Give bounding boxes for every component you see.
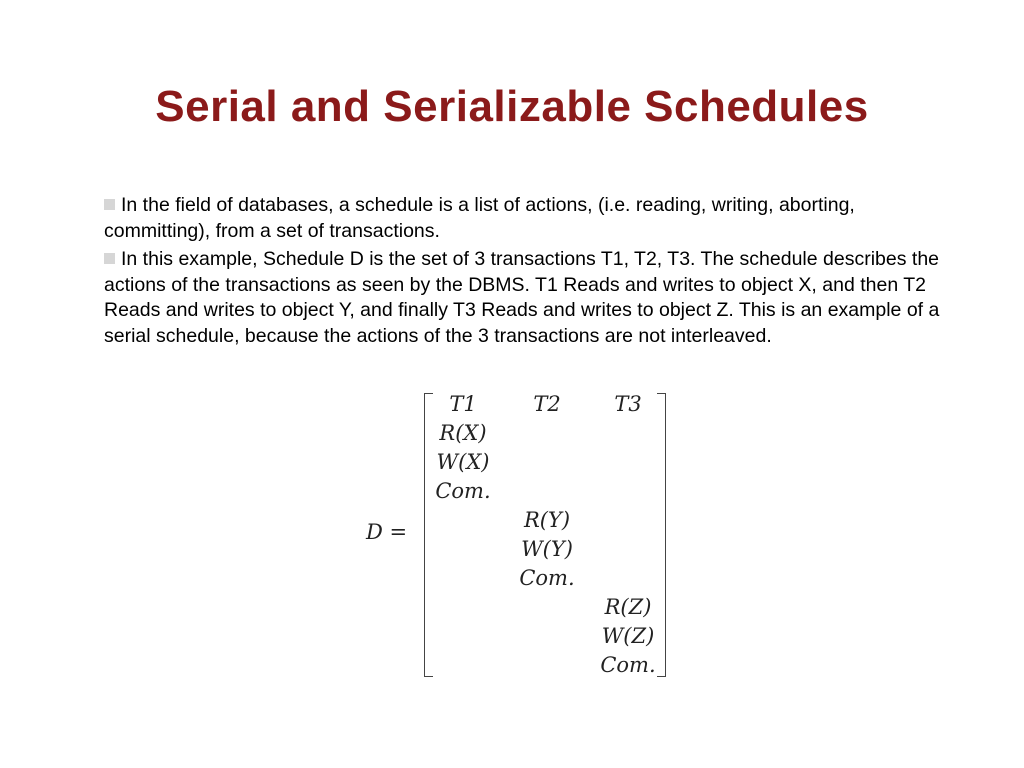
matrix-cell: R(X) — [439, 421, 487, 445]
matrix-cell: W(Y) — [521, 537, 573, 561]
bullet-list — [104, 193, 954, 352]
matrix-cell: Com. — [519, 566, 575, 590]
matrix-header: T3 — [614, 392, 642, 416]
matrix-lhs: D = — [366, 520, 408, 544]
bullet-item — [104, 193, 954, 244]
matrix-cell: R(Z) — [604, 595, 652, 619]
bullet-item — [104, 247, 954, 349]
matrix-header: T1 — [449, 392, 477, 416]
matrix-cell: W(X) — [436, 450, 490, 474]
matrix-cell: Com. — [435, 479, 491, 503]
square-bullet-icon — [104, 253, 115, 264]
bullet-text: In the field of databases, a schedule is a list of actions, (i.e. reading, writing, aborting, committing), from a set of transactions. — [104, 194, 855, 242]
square-bullet-icon — [104, 199, 115, 210]
left-bracket — [424, 393, 433, 677]
bullet-text: In this example, Schedule D is the set of 3 transactions T1, T2, T3. The schedule describes the actions of the transactions as seen by the DBMS. T1 Reads and writes to object X, and then T2 Reads and writes to object Y, and finally T3 Reads and writes to object Z. This is an example of a serial schedule, because the actions of the 3 transactions are not interleaved. — [104, 248, 940, 347]
schedule-matrix — [360, 390, 680, 680]
matrix-cell: W(Z) — [601, 624, 655, 648]
matrix-cell: R(Y) — [523, 508, 571, 532]
right-bracket — [657, 393, 666, 677]
matrix-header: T2 — [533, 392, 561, 416]
matrix-cell: Com. — [600, 653, 656, 677]
slide-title: Serial and Serializable Schedules — [155, 82, 869, 131]
